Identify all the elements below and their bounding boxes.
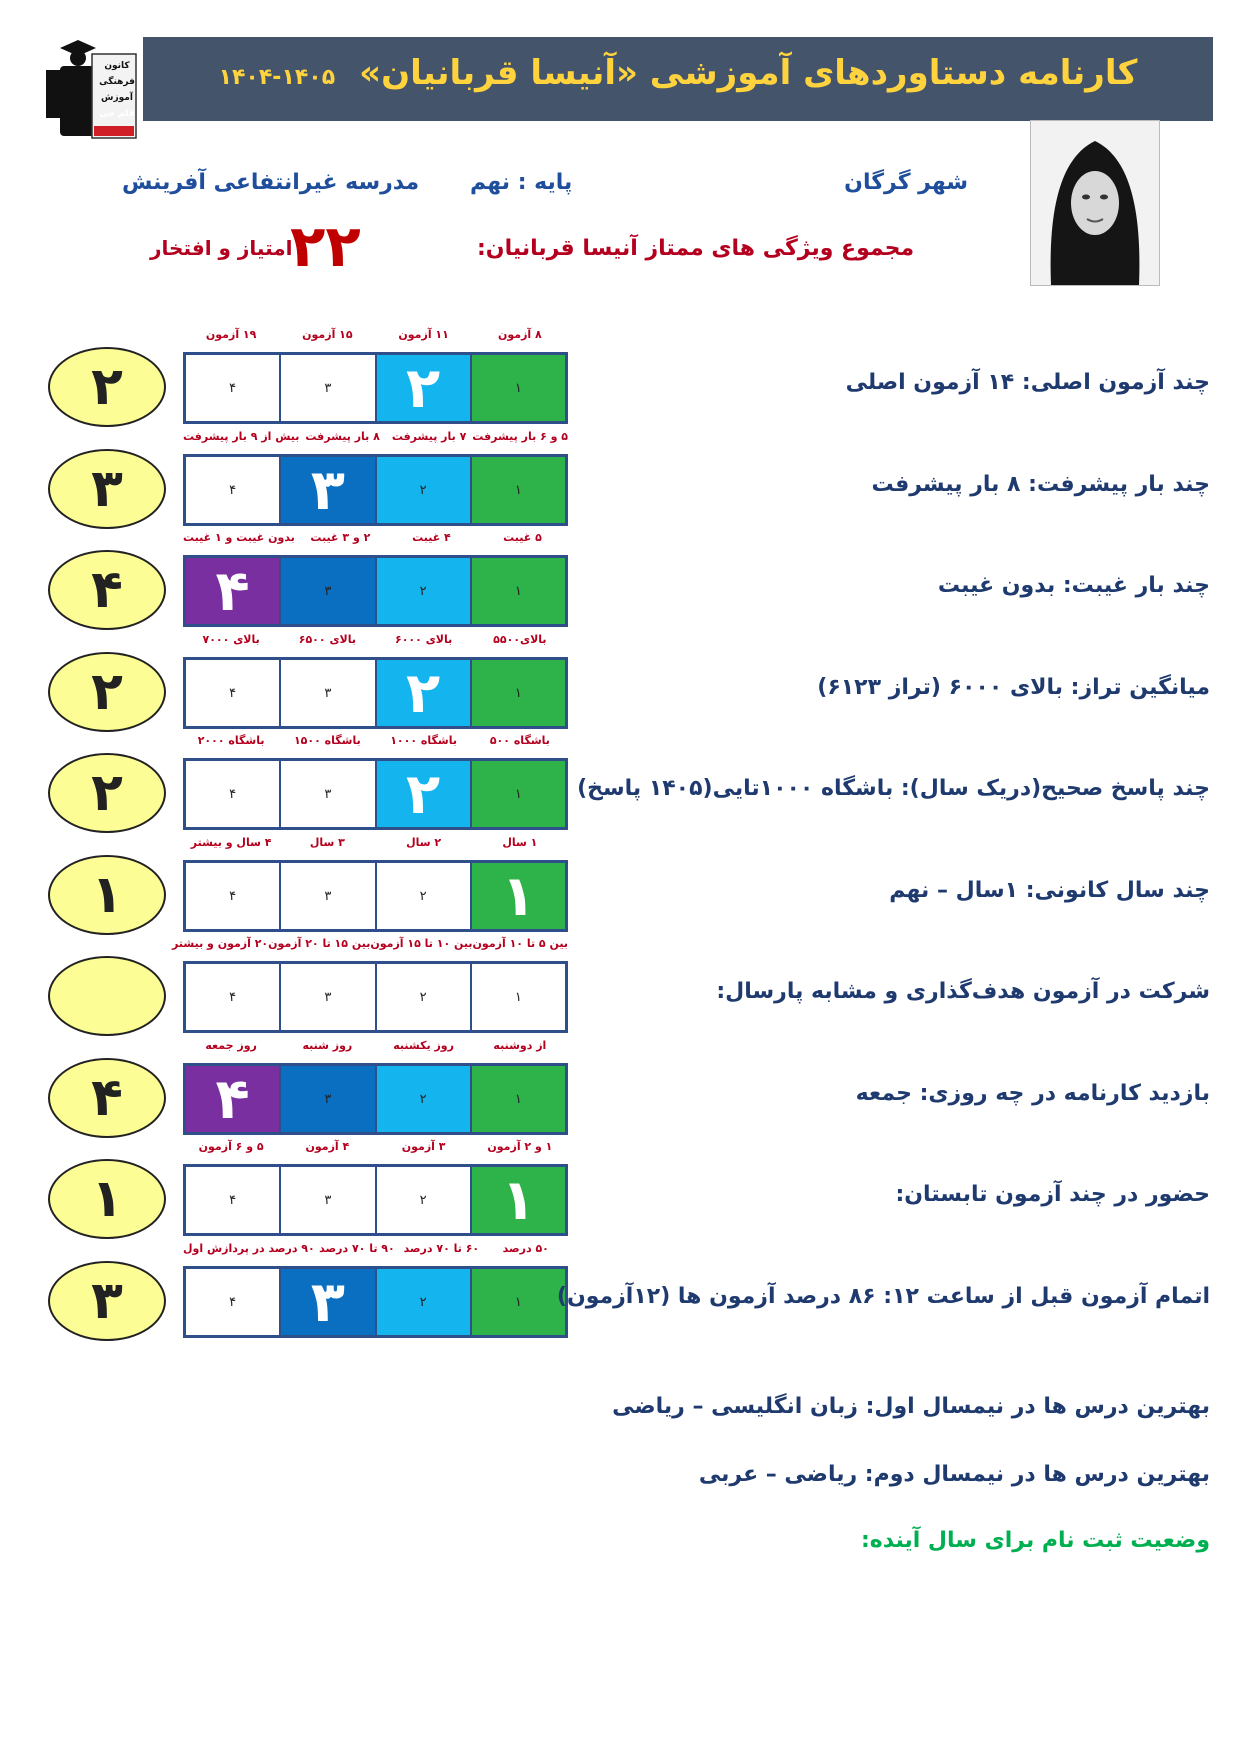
level-cell: ۱	[470, 964, 565, 1030]
level-cell: ۳	[279, 355, 374, 421]
level-cell: ۲	[375, 660, 470, 726]
option-label: ۷ بار پیشرفت	[391, 430, 467, 443]
option-label: بین ۵ تا ۱۰ آزمون	[472, 937, 568, 950]
option-label: روز یکشنبه	[393, 1039, 454, 1052]
score-circle: ۲	[48, 753, 166, 833]
option-label: ۴ سال و بیشتر	[190, 836, 272, 849]
level-cell: ۱	[470, 558, 565, 624]
level-cell: ۲	[375, 964, 470, 1030]
option-label: ۱ سال	[502, 836, 538, 849]
level-cell: ۱	[470, 1269, 565, 1335]
score-circle: ۴	[48, 550, 166, 630]
level-cell: ۴	[186, 863, 279, 929]
logo-line: آموزش	[101, 93, 133, 103]
level-grid	[183, 657, 568, 729]
score-circle: ۳	[48, 1261, 166, 1341]
question-text: چند بار پیشرفت: ۸ بار پیشرفت	[871, 472, 1210, 497]
level-cell: ۳	[279, 558, 374, 624]
level-cell: ۳	[279, 1269, 374, 1335]
level-grid	[183, 1266, 568, 1338]
option-labels	[172, 937, 568, 953]
score-circle: ۱	[48, 1159, 166, 1239]
option-label: ۲۰ آزمون و بیشتر	[172, 937, 269, 950]
level-cell: ۲	[375, 1066, 470, 1132]
level-cell: ۴	[186, 1167, 279, 1233]
level-cell: ۳	[279, 761, 374, 827]
level-grid	[183, 352, 568, 424]
level-grid	[183, 1164, 568, 1236]
option-labels	[183, 1140, 568, 1156]
option-label: ۵ و ۶ بار پیشرفت	[472, 430, 568, 443]
grade-label: پایه : نهم	[470, 170, 573, 195]
level-cell: ۴	[186, 660, 279, 726]
score-circle: ۳	[48, 449, 166, 529]
option-label: ۵ و ۶ آزمون	[198, 1140, 264, 1153]
option-label: ۹۰ درصد در پردازش اول	[182, 1242, 315, 1255]
level-cell: ۱	[470, 863, 565, 929]
option-label: ۶۰ تا ۷۰ درصد	[403, 1242, 480, 1255]
option-label: ۱۵ آزمون	[302, 328, 353, 341]
level-cell: ۳	[279, 964, 374, 1030]
option-labels	[183, 836, 568, 852]
level-grid	[183, 1063, 568, 1135]
option-label: بیش از ۹ بار پیشرفت	[183, 430, 300, 443]
question-text: حضور در چند آزمون تابستان:	[895, 1182, 1210, 1207]
level-cell: ۲	[375, 1167, 470, 1233]
title-text: کارنامه دستاوردهای آموزشی «آنیسا قربانیان»	[359, 53, 1138, 93]
logo-line: فرهنگی	[99, 77, 135, 87]
option-label: بالای۵۵۰۰	[493, 633, 547, 646]
logo-line: قلم چی	[99, 109, 135, 119]
option-label: ۴ آزمون	[305, 1140, 350, 1153]
level-cell: ۲	[375, 863, 470, 929]
option-labels	[183, 531, 568, 547]
option-label: ۱۹ آزمون	[205, 328, 257, 341]
level-cell: ۲	[375, 457, 470, 523]
level-cell: ۴	[186, 457, 279, 523]
option-label: بالای ۶۰۰۰	[395, 633, 453, 646]
level-cell: ۱	[470, 1066, 565, 1132]
level-grid	[183, 860, 568, 932]
level-cell: ۱	[470, 660, 565, 726]
option-labels	[183, 633, 568, 649]
level-cell: ۲	[375, 355, 470, 421]
total-score: ۲۲	[290, 212, 361, 280]
level-grid	[183, 454, 568, 526]
option-labels	[183, 430, 568, 446]
level-grid	[183, 758, 568, 830]
question-text: شرکت در آزمون هدف‌گذاری و مشابه پارسال:	[716, 979, 1210, 1004]
level-cell: ۲	[375, 558, 470, 624]
level-grid	[183, 555, 568, 627]
level-cell: ۱	[470, 457, 565, 523]
level-cell: ۴	[186, 1066, 279, 1132]
level-cell: ۳	[279, 1066, 374, 1132]
option-label: باشگاه ۲۰۰۰	[197, 734, 265, 747]
option-label: ۵ غیبت	[503, 531, 542, 544]
option-label: روز شنبه	[302, 1039, 353, 1052]
option-labels	[183, 1242, 568, 1258]
option-label: باشگاه ۱۰۰۰	[390, 734, 458, 747]
summary-label: مجموع ویژگی های ممتاز آنیسا قربانیان:	[477, 236, 915, 261]
level-cell: ۴	[186, 761, 279, 827]
school-label: مدرسه غیرانتفاعی آفرینش	[122, 170, 420, 195]
registration-status: وضعیت ثبت نام برای سال آینده:	[860, 1528, 1210, 1553]
score-circle: ۴	[48, 1058, 166, 1138]
score-circle	[48, 956, 166, 1036]
option-label: بین ۱۰ تا ۱۵ آزمون	[370, 937, 473, 950]
option-label: ۵۰ درصد	[502, 1242, 549, 1255]
option-label: ۳ آزمون	[401, 1140, 446, 1153]
level-cell: ۴	[186, 558, 279, 624]
option-labels	[183, 328, 568, 344]
option-label: ۲ و ۳ غیبت	[310, 531, 371, 544]
level-cell: ۲	[375, 761, 470, 827]
level-cell: ۴	[186, 355, 279, 421]
city-label: شهر گرگان	[844, 170, 968, 195]
best-subjects-first-term: بهترین درس ها در نیمسال اول: زبان انگلیسی – ریاضی	[612, 1394, 1210, 1419]
option-label: ۸ آزمون	[498, 328, 542, 341]
score-caption: امتیاز و افتخار	[150, 236, 293, 260]
level-cell: ۳	[279, 1167, 374, 1233]
option-label: بین ۱۵ تا ۲۰ آزمون	[268, 937, 371, 950]
option-label: ۸ بار پیشرفت	[305, 430, 380, 443]
level-cell: ۳	[279, 863, 374, 929]
option-label: بدون غیبت و ۱ غیبت	[182, 531, 295, 544]
header-bar	[143, 37, 1213, 121]
level-cell: ۱	[470, 355, 565, 421]
option-label: ۱۱ آزمون	[398, 328, 449, 341]
report-title	[143, 53, 1213, 93]
student-portrait-icon	[1031, 121, 1159, 285]
option-label: از دوشنبه	[493, 1039, 547, 1052]
option-label: باشگاه ۵۰۰	[489, 734, 550, 747]
level-cell: ۳	[279, 660, 374, 726]
option-label: باشگاه ۱۵۰۰	[293, 734, 361, 747]
option-labels	[183, 734, 568, 750]
level-cell: ۴	[186, 1269, 279, 1335]
level-cell: ۴	[186, 964, 279, 1030]
option-label: بالای ۶۵۰۰	[298, 633, 356, 646]
level-cell: ۳	[279, 457, 374, 523]
question-text: چند آزمون اصلی: ۱۴ آزمون اصلی	[845, 370, 1210, 395]
option-label: ۳ سال	[309, 836, 345, 849]
question-text: بازدید کارنامه در چه روزی: جمعه	[855, 1081, 1210, 1106]
score-circle: ۱	[48, 855, 166, 935]
question-text: چند پاسخ صحیح(دریک سال): باشگاه ۱۰۰۰تایی(۱۴۰۵ پاسخ)	[577, 776, 1210, 801]
level-cell: ۲	[375, 1269, 470, 1335]
option-labels	[183, 1039, 568, 1055]
student-photo	[1030, 120, 1160, 286]
score-circle: ۲	[48, 652, 166, 732]
logo	[42, 34, 138, 152]
score-circle: ۲	[48, 347, 166, 427]
level-grid	[183, 961, 568, 1033]
question-text: چند بار غیبت: بدون غیبت	[937, 573, 1210, 598]
best-subjects-second-term: بهترین درس ها در نیمسال دوم: ریاضی – عربی	[698, 1462, 1210, 1487]
level-cell: ۱	[470, 761, 565, 827]
level-cell: ۱	[470, 1167, 565, 1233]
year-range: ۱۴۰۵-۱۴۰۴	[218, 65, 336, 90]
logo-line: کانون	[104, 61, 130, 71]
option-label: ۴ غیبت	[412, 531, 451, 544]
option-label: ۲ سال	[406, 836, 442, 849]
option-label: بالای ۷۰۰۰	[202, 633, 260, 646]
question-text: چند سال کانونی: ۱سال – نهم	[889, 878, 1210, 903]
option-label: روز جمعه	[205, 1039, 257, 1052]
option-label: ۹۰ تا ۷۰ درصد	[319, 1242, 395, 1255]
question-text: میانگین تراز: بالای ۶۰۰۰ (تراز ۶۱۲۳)	[817, 675, 1210, 700]
option-label: ۱ و ۲ آزمون	[487, 1140, 553, 1153]
question-text: اتمام آزمون قبل از ساعت ۱۲: ۸۶ درصد آزمون ها (۱۲آزمون)	[556, 1284, 1210, 1309]
